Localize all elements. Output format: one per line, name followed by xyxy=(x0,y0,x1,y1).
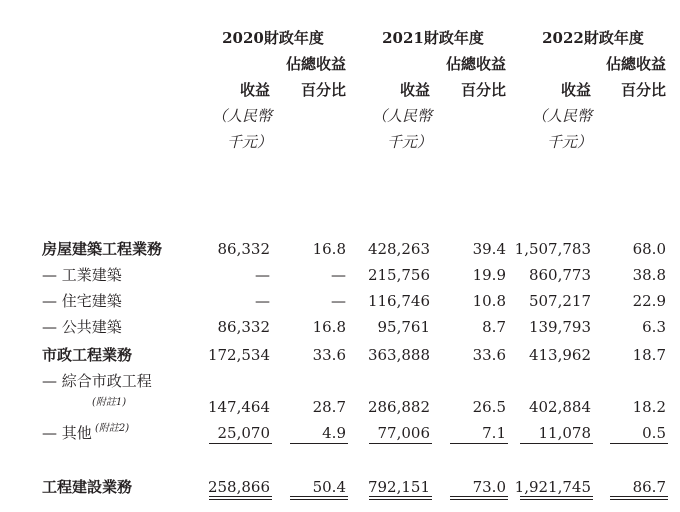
cell: — xyxy=(331,292,346,310)
cell: 139,793 xyxy=(528,318,591,336)
cell: 95,761 xyxy=(377,318,430,336)
total-rule-lower xyxy=(290,499,348,500)
cell: 215,756 xyxy=(367,266,430,284)
total-rule-lower xyxy=(610,499,668,500)
total-rule-lower xyxy=(369,499,432,500)
cell: 22.9 xyxy=(632,292,666,310)
unit-line2-2020: 千元） xyxy=(226,133,272,151)
cell: 286,882 xyxy=(367,398,430,416)
cell: 86.7 xyxy=(632,478,666,496)
cell: 402,884 xyxy=(528,398,591,416)
total-rule-upper xyxy=(520,496,593,497)
cell: 258,866 xyxy=(207,478,270,496)
cell: 26.5 xyxy=(472,398,506,416)
unit-line2-2022: 千元） xyxy=(546,133,592,151)
cell: 39.4 xyxy=(472,240,506,258)
note-ref-1: (附註1) xyxy=(92,397,127,408)
cell: 16.8 xyxy=(312,240,346,258)
row-label-integrated-municipal: — 綜合市政工程 xyxy=(42,372,152,390)
pct-header-line1-2021: 佔總收益 xyxy=(445,55,506,73)
revenue-header-2021: 收益 xyxy=(399,81,430,99)
row-label-residential: — 住宅建築 xyxy=(42,292,122,310)
cell: 1,921,745 xyxy=(514,478,591,496)
row-label-building: 房屋建築工程業務 xyxy=(42,240,163,258)
cell: 33.6 xyxy=(312,346,346,364)
pct-header-line2-2020: 百分比 xyxy=(300,81,346,99)
cell: 86,332 xyxy=(217,318,270,336)
subtotal-rule xyxy=(209,443,272,444)
cell: 25,070 xyxy=(217,424,270,442)
subtotal-rule xyxy=(369,443,432,444)
cell: 116,746 xyxy=(367,292,430,310)
year-header-2022: 2022財政年度 xyxy=(542,29,644,47)
cell: 68.0 xyxy=(632,240,666,258)
cell: 10.8 xyxy=(472,292,506,310)
row-label-industrial: — 工業建築 xyxy=(42,266,122,284)
total-rule-lower xyxy=(520,499,593,500)
cell: 77,006 xyxy=(377,424,430,442)
cell: 7.1 xyxy=(482,424,506,442)
cell: 16.8 xyxy=(312,318,346,336)
cell: — xyxy=(255,292,270,310)
cell: 860,773 xyxy=(528,266,591,284)
total-rule-upper xyxy=(610,496,668,497)
subtotal-rule xyxy=(290,443,348,444)
cell: 413,962 xyxy=(528,346,591,364)
pct-header-line2-2022: 百分比 xyxy=(620,81,666,99)
unit-line1-2020: （人民幣 xyxy=(211,107,272,125)
cell: 18.2 xyxy=(632,398,666,416)
cell: 147,464 xyxy=(207,398,270,416)
revenue-header-2022: 收益 xyxy=(560,81,591,99)
year-header-2021: 2021財政年度 xyxy=(382,29,484,47)
cell: 507,217 xyxy=(528,292,591,310)
year-header-2020: 2020財政年度 xyxy=(222,29,324,47)
cell: 33.6 xyxy=(472,346,506,364)
cell: 18.7 xyxy=(632,346,666,364)
total-rule-lower xyxy=(450,499,508,500)
cell: 86,332 xyxy=(217,240,270,258)
cell: — xyxy=(331,266,346,284)
cell: 0.5 xyxy=(642,424,666,442)
subtotal-rule xyxy=(520,443,593,444)
cell: 19.9 xyxy=(472,266,506,284)
cell: — xyxy=(255,266,270,284)
cell: 363,888 xyxy=(367,346,430,364)
row-label-others: — 其他 xyxy=(42,424,92,442)
cell: 4.9 xyxy=(322,424,346,442)
pct-header-line1-2020: 佔總收益 xyxy=(285,55,346,73)
pct-header-line1-2022: 佔總收益 xyxy=(605,55,666,73)
cell: 28.7 xyxy=(312,398,346,416)
subtotal-rule xyxy=(450,443,508,444)
cell: 38.8 xyxy=(632,266,666,284)
total-rule-lower xyxy=(209,499,272,500)
cell: 428,263 xyxy=(367,240,430,258)
unit-line1-2022: （人民幣 xyxy=(531,107,592,125)
cell: 792,151 xyxy=(367,478,430,496)
unit-line1-2021: （人民幣 xyxy=(371,107,432,125)
row-label-public: — 公共建築 xyxy=(42,318,122,336)
cell: 172,534 xyxy=(207,346,270,364)
pct-header-line2-2021: 百分比 xyxy=(460,81,506,99)
cell: 1,507,783 xyxy=(514,240,591,258)
note-ref-2: (附註2) xyxy=(95,423,130,434)
total-rule-upper xyxy=(450,496,508,497)
subtotal-rule xyxy=(610,443,668,444)
total-rule-upper xyxy=(369,496,432,497)
row-label-construction-total: 工程建設業務 xyxy=(42,478,133,496)
unit-line2-2021: 千元） xyxy=(386,133,432,151)
cell: 6.3 xyxy=(642,318,666,336)
revenue-header-2020: 收益 xyxy=(239,81,270,99)
total-rule-upper xyxy=(209,496,272,497)
total-rule-upper xyxy=(290,496,348,497)
cell: 11,078 xyxy=(538,424,591,442)
cell: 50.4 xyxy=(312,478,346,496)
cell: 73.0 xyxy=(472,478,506,496)
cell: 8.7 xyxy=(482,318,506,336)
row-label-municipal: 市政工程業務 xyxy=(42,346,133,364)
